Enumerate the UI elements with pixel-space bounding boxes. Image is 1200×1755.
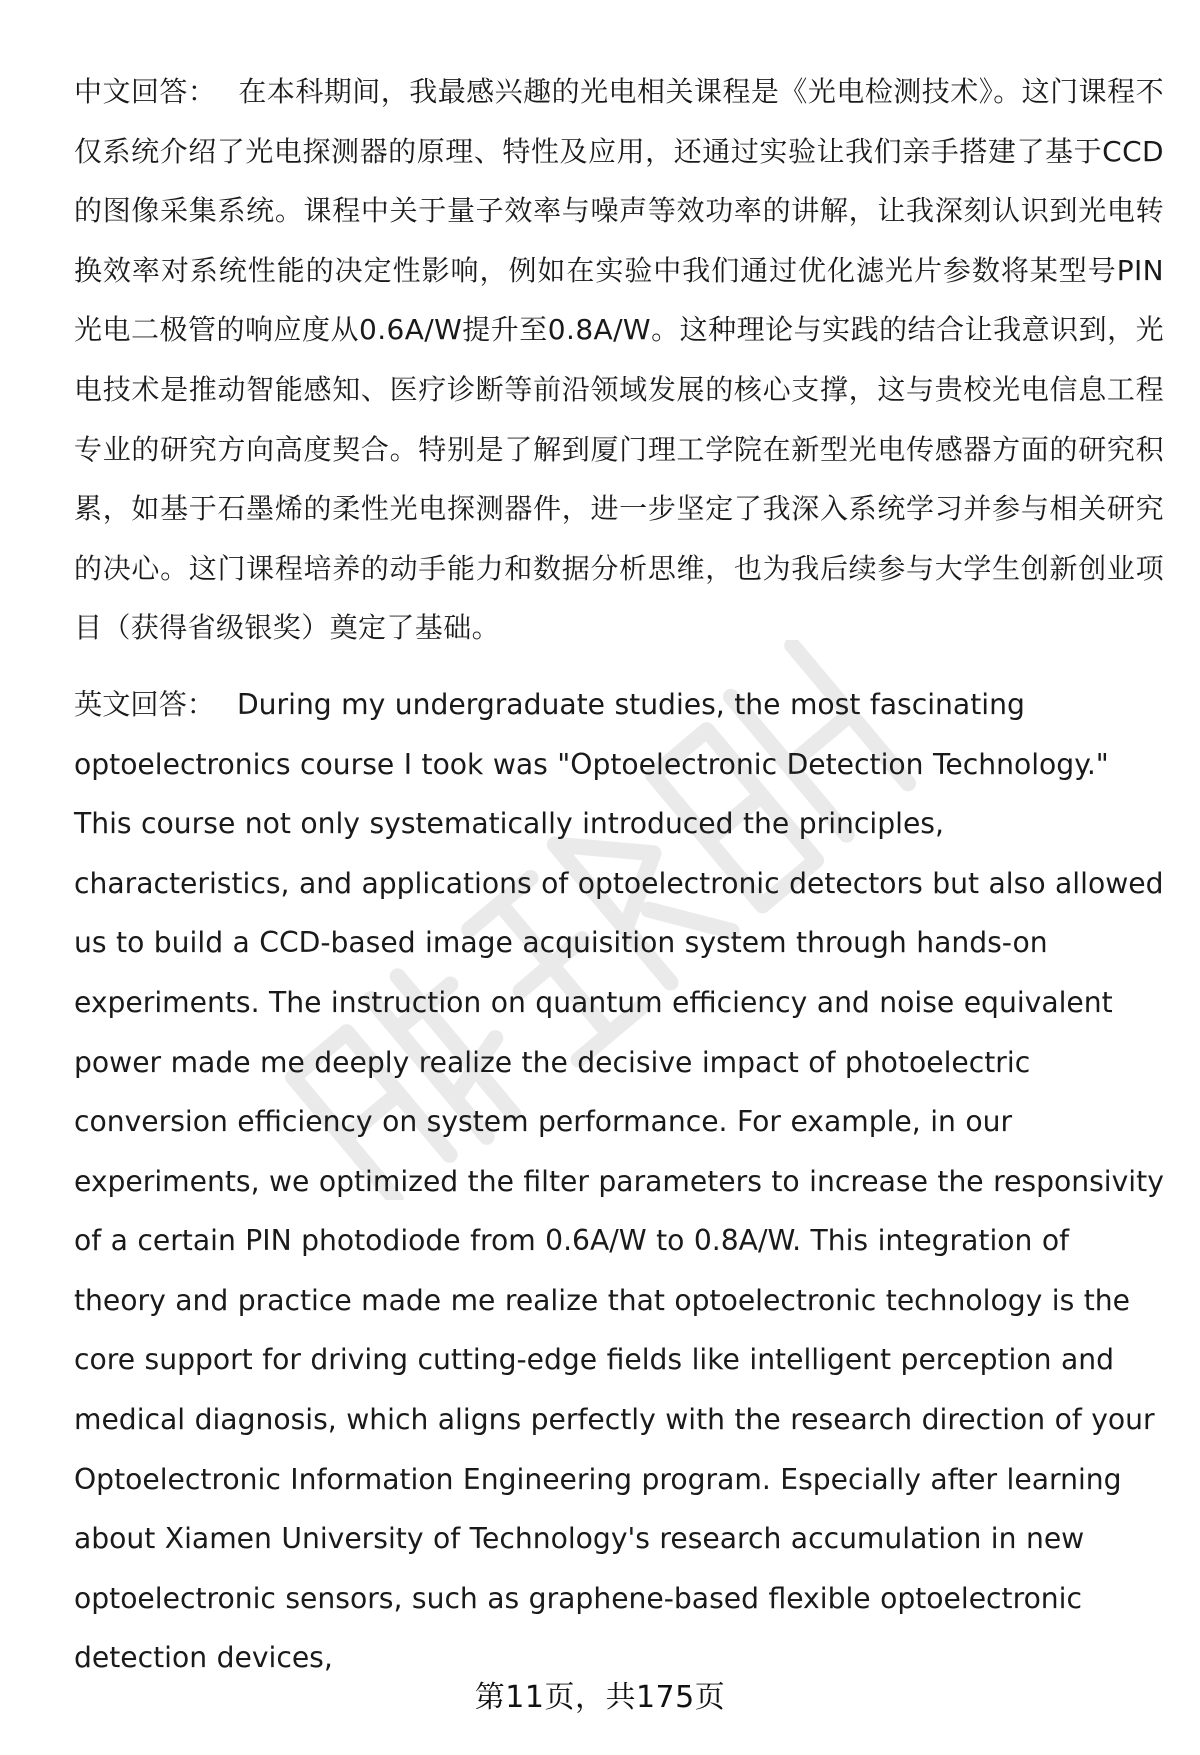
chinese-answer-label: 中文回答： (74, 75, 217, 108)
chinese-answer-paragraph (74, 62, 1164, 658)
document-body (74, 62, 1164, 1688)
english-answer-paragraph (74, 675, 1164, 1688)
english-answer-text: During my undergraduate studies, the most fascinating optoelectronics course I took was "Optoelectronic Detection Technology." This course not only systematically introduced the principles, characteristics, and applications of optoelectronic detectors but also allowed us to build a CCD-based image acquisition system through hands-on experiments. The instruction on quantum efficiency and noise equivalent power made me deeply realize the decisive impact of photoelectric conversion efficiency on system performance. For example, in our experiments, we optimized the filter parameters to increase the responsivity of a certain PIN photodiode from 0.6A/W to 0.8A/W. This integration of theory and practice made me realize that optoelectronic technology is the core support for driving cutting-edge fields like intelligent perception and medical diagnosis, which aligns perfectly with the research direction of your Optoelectronic Information Engineering program. Especially after learning about Xiamen University of Technology's research accumulation in new optoelectronic sensors, such as graphene-based flexible optoelectronic detection devices, (74, 687, 1164, 1675)
chinese-answer-text: 在本科期间，我最感兴趣的光电相关课程是《光电检测技术》。这门课程不仅系统介绍了光电探测器的原理、特性及应用，还通过实验让我们亲手搭建了基于CCD的图像采集系统。课程中关于量子效率与噪声等效功率的讲解，让我深刻认识到光电转换效率对系统性能的决定性影响，例如在实验中我们通过优化滤光片参数将某型号PIN光电二极管的响应度从0.6A/W提升至0.8A/W。这种理论与实践的结合让我意识到，光电技术是推动智能感知、医疗诊断等前沿领域发展的核心支撑，这与贵校光电信息工程专业的研究方向高度契合。特别是了解到厦门理工学院在新型光电传感器方面的研究积累，如基于石墨烯的柔性光电探测器件，进一步坚定了我深入系统学习并参与相关研究的决心。这门课程培养的动手能力和数据分析思维，也为我后续参与大学生创新创业项目（获得省级银奖）奠定了基础。 (74, 75, 1164, 645)
english-answer-label: 英文回答： (74, 687, 215, 721)
page-number-footer: 第11页，共175页 (474, 1680, 726, 1715)
